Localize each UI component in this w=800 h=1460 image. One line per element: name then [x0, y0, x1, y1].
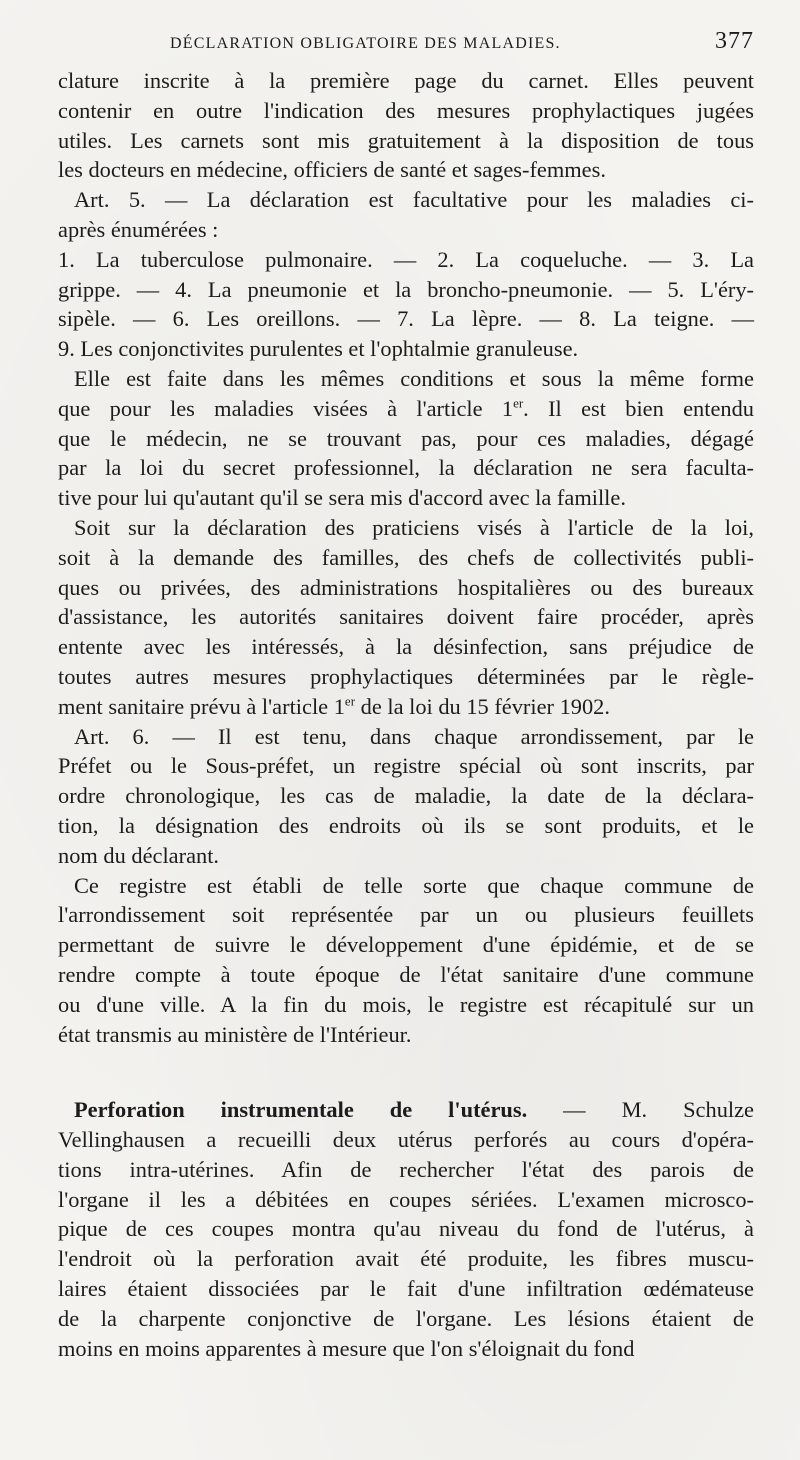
text-line: après énumérées : — [58, 216, 219, 242]
text-line: clature inscrite à la première page du carnet. Elles peuvent — [58, 68, 754, 93]
text-line: laires étaient dissociées par le fait d'une infiltration œdémateuse — [58, 1276, 754, 1302]
text-line: Préfet ou le Sous-préfet, un registre spécial où sont inscrits, par — [58, 753, 754, 779]
text-line: état transmis au ministère de l'Intérieur. — [58, 1021, 412, 1047]
text-line: Soit sur la déclaration des praticiens visés à l'article de la loi, — [74, 514, 754, 540]
text-line: Art. 6. — Il est tenu, dans chaque arrondissement, par le — [74, 723, 754, 749]
paragraph-p7 — [58, 871, 754, 1050]
text-line: Ce registre est établi de telle sorte que chaque commune de — [74, 872, 754, 898]
text-line: tion, la désignation des endroits où ils se sont produits, et le — [58, 812, 754, 838]
text-line: l'endroit où la perforation avait été produite, les fibres muscu- — [58, 1246, 754, 1272]
text-line: par la loi du secret professionnel, la déclaration ne sera faculta- — [58, 455, 754, 481]
text-line: pique de ces coupes montra qu'au niveau du fond de l'utérus, à — [58, 1216, 754, 1242]
text-line: les docteurs en médecine, officiers de santé et sages-femmes. — [58, 157, 606, 183]
text-line: nom du déclarant. — [58, 842, 220, 868]
text-line: ques ou privées, des administrations hospitalières ou des bureaux — [58, 574, 754, 600]
text-line: permettant de suivre le développement d'une épidémie, et de se — [58, 932, 754, 958]
text-line: entente avec les intéressés, à la désinfection, sans préjudice de — [58, 634, 754, 660]
running-head — [58, 28, 754, 66]
text-line: ordre chronologique, les cas de maladie, la date de la déclara- — [58, 783, 754, 809]
text-line: Vellinghausen a recueilli deux utérus perforés au cours d'opéra- — [58, 1127, 754, 1153]
text-line: 9. Les conjonctivites purulentes et l'ophtalmie granuleuse. — [58, 336, 579, 362]
text-line: 1. La tuberculose pulmonaire. — 2. La coqueluche. — 3. La — [58, 246, 754, 272]
text-line: Elle est faite dans les mêmes conditions et sous la même forme — [74, 365, 754, 391]
heading-line — [58, 1095, 754, 1125]
paragraph-p3 — [58, 245, 754, 364]
text-line: moins en moins apparentes à mesure que l'on s'éloignait du fond — [58, 1335, 635, 1361]
text-line: ou d'une ville. A la fin du mois, le registre est récapitulé sur un — [58, 991, 754, 1017]
text-line: ment sanitaire prévu à l'article 1er de la loi du 15 février 1902. — [58, 693, 610, 719]
text-line: l'arrondissement soit représentée par un ou plusieurs feuillets — [58, 902, 754, 928]
text-line: soit à la demande des familles, des chefs de collectivités publi- — [58, 544, 754, 570]
paragraph-p4 — [58, 364, 754, 513]
text-line: contenir en outre l'indication des mesures prophylactiques jugées — [58, 97, 754, 123]
text-line: toutes autres mesures prophylactiques déterminées par le règle- — [58, 663, 754, 689]
text-line: que le médecin, ne se trouvant pas, pour ces maladies, dégagé — [58, 425, 754, 451]
section-heading: Perforation instrumentale de l'utérus. — [74, 1097, 528, 1123]
text-line: utiles. Les carnets sont mis gratuitement à la disposition de tous — [58, 127, 754, 153]
text-line: l'organe il les a débitées en coupes sériées. L'examen microsco- — [58, 1186, 754, 1212]
heading-lead-in: — M. Schulze — [527, 1097, 754, 1123]
text-line: de la charpente conjonctive de l'organe. Les lésions étaient de — [58, 1305, 754, 1331]
section-spacer — [58, 1049, 754, 1095]
body-text — [58, 66, 754, 1363]
paragraph-p8 — [58, 1095, 754, 1363]
paragraph-p6 — [58, 722, 754, 871]
text-line: Art. 5. — La déclaration est facultative pour les maladies ci- — [74, 187, 754, 213]
running-title: DÉCLARATION OBLIGATOIRE DES MALADIES. — [170, 35, 561, 52]
text-line: que pour les maladies visées à l'article 1er. Il est bien entendu — [58, 395, 754, 421]
text-line: tions intra-utérines. Afin de rechercher l'état des parois de — [58, 1156, 754, 1182]
paragraph-p5 — [58, 513, 754, 722]
paragraph-p1 — [58, 66, 754, 185]
text-line: d'assistance, les autorités sanitaires doivent faire procéder, après — [58, 604, 754, 630]
text-line: rendre compte à toute époque de l'état sanitaire d'une commune — [58, 961, 754, 987]
page-number: 377 — [715, 28, 754, 54]
text-line: tive pour lui qu'autant qu'il se sera mis d'accord avec la famille. — [58, 485, 626, 511]
text-line: grippe. — 4. La pneumonie et la broncho-pneumonie. — 5. L'éry- — [58, 276, 754, 302]
text-line: sipèle. — 6. Les oreillons. — 7. La lèpre. — 8. La teigne. — — [58, 306, 754, 332]
paragraph-p2 — [58, 185, 754, 245]
